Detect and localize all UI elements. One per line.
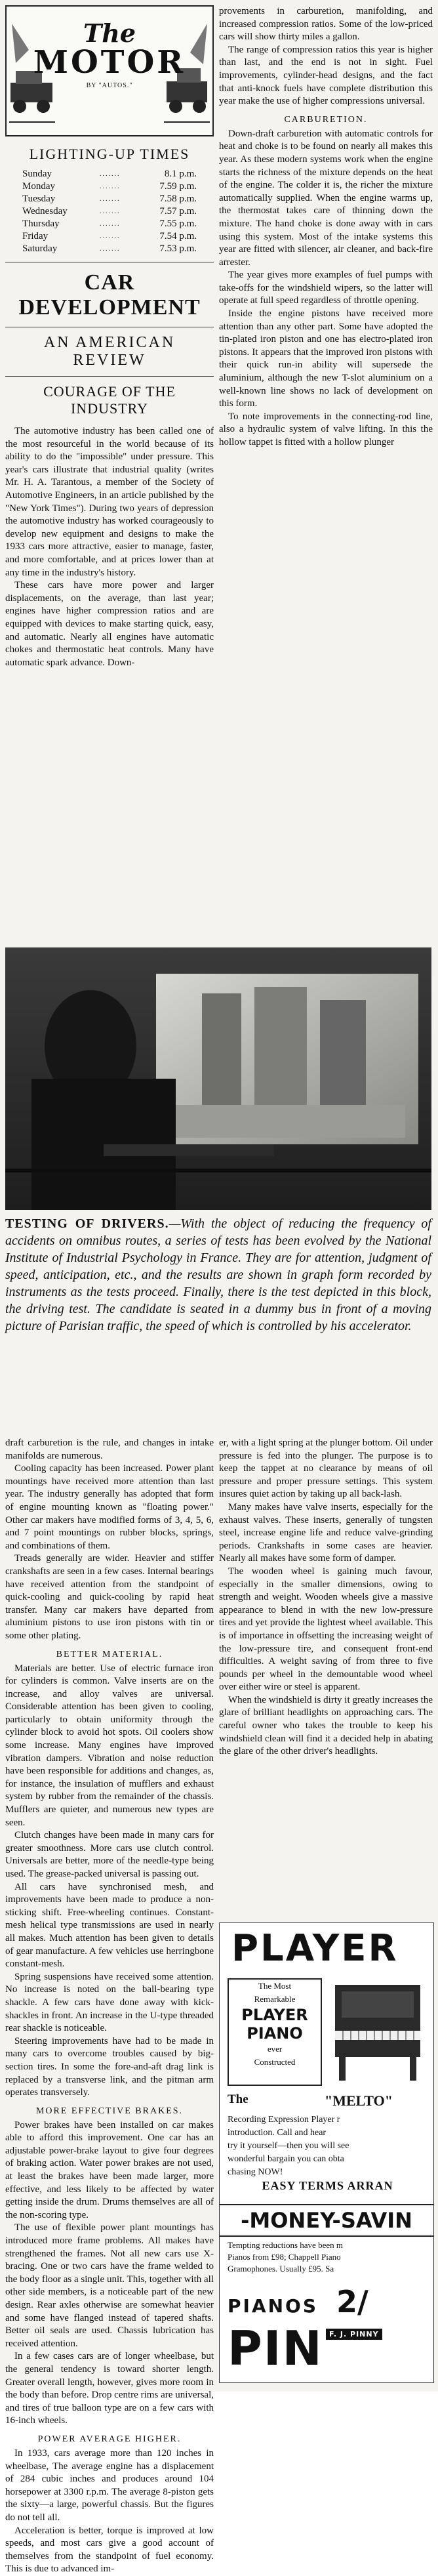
piano-illustration xyxy=(330,1978,425,2083)
advert-line: introduction. Call and hear xyxy=(228,2128,327,2138)
article-paragraph: These cars have more power and larger displacements, on the average, than last year; engines have higher compression ratios and are equipped with devices to make starting quick, easy, and automatic. Nearly all engines have automatic chokes and thermostatic heat controls. Many have automatic spark advance. Down- xyxy=(5,580,214,668)
article-paragraph: In a few cases cars are of longer wheelbase, but the general tendency is toward shorter length. Greater overall length, however, gives more room in the body than before. Drop centre rims are universal, and tires of true balloon type are on a few cars with 16-inch wheels. xyxy=(5,2351,214,2426)
article-paragraph: The automotive industry has been called one of the most resourceful in the world because of its ability to do the "impossible" under pressure. This year's cars illustrate that industrial quality (writes Mr. H. A. Tarantous, a member of the Society of Automotive Engineers, in an article published by the "New York Times"). During two years of depression the automotive industry has worked courageously to develop new equipment and designs to make the 1933 cars more attractive, easier to manage, faster, and more comfortable, and at prices lower than at any time in the industry's history. xyxy=(5,426,214,578)
article-paragraph: Inside the engine pistons have received more attention than any other part. Some have adopted the tin-plated iron piston and one has electro-plated iron pistons. It appears that the improved iron pistons with their quick run-in ability will supersede the aluminium, although the new T-slot aluminium on a well-known line shows no lack of development on this form. xyxy=(219,308,433,409)
masthead-title xyxy=(7,18,212,89)
lighting-time: 7.54 p.m. xyxy=(159,231,197,241)
article-headline: CAR DEVELOPMENT xyxy=(18,270,201,320)
article-subheadline: AN AMERICAN REVIEW xyxy=(43,334,176,369)
lighting-row: Sunday ....... 8.1 p.m. xyxy=(20,168,199,180)
article-paragraph: Steering improvements have had to be made in many cars to overcome troubles caused by big-section tires. In some the fore-and-aft drag link is replaced by a transverse link, and the pitman arm operates transversely. xyxy=(5,2035,214,2098)
article-paragraph: The use of flexible power plant mountings has introduced more frame problems. All makes have strengthened the frames. Not all new cars use X-bracing. One or two cars have the frame welded to the body floor as a single unit. This, together with all other side members, is a noticeable part of the new design. Rear axles otherwise are somewhat heavier and some have flanged instead of tapered shafts. Better oil seals are used. Chassis lubrication has received attention. xyxy=(5,2222,214,2349)
advert-pinny-tag: F. J. PINNY xyxy=(326,2329,382,2340)
article-paragraph: The range of compression ratios this year is higher than last, and the end is not in sight. Fuel improvements, cylinder-head designs, and the fact that anti-knock fuels have complete distribution this year make the use of higher compressions universal. xyxy=(219,44,433,107)
motor-masthead xyxy=(5,5,214,136)
advert-box-line: Remarkable xyxy=(254,1994,296,2004)
lighting-time: 7.57 p.m. xyxy=(159,206,197,217)
article-paragraph: Down-draft carburetion with automatic controls for heat and choke is to be found on nearly all makes this year. As these modern systems work when the engine starts the richness of the mixture depends on the heat of the engine. The colder it is, the richer the mixture automatically supplied. When the engine warms up, the thermostat takes care of thinning down the mixture. The hand choke is done away with in cars using this system. Most of the intake systems this year are fitted with silencer, air cleaner, and back-fire arrester. xyxy=(219,128,433,268)
article-paragraph: Treads generally are wider. Heavier and stiffer crankshafts are seen in a few cases. Internal bearings have received attention from the standpoint of quick-cooling and quick-cooling by rapid heat transfer. Many car makers have departed from aluminium pistons to use iron pistons with tin or some other plating. xyxy=(5,1553,214,1641)
lighting-row: Tuesday ....... 7.58 p.m. xyxy=(20,193,199,205)
advert-box-line: PIANO xyxy=(247,2024,303,2043)
lighting-row: Saturday ....... 7.53 p.m. xyxy=(20,243,199,255)
better-material-subhead: BETTER MATERIAL. xyxy=(56,1649,163,1659)
lighting-up-title: LIGHTING-UP TIMES xyxy=(29,146,190,162)
advert-brand: PLAYER xyxy=(231,1927,399,1970)
advert-box-line: Constructed xyxy=(254,2057,296,2067)
photo-caption xyxy=(5,1215,431,1432)
lighting-day: Wednesday xyxy=(22,206,68,217)
lighting-row: Friday ....... 7.54 p.m. xyxy=(20,230,199,243)
article-paragraph: In 1933, cars average more than 120 inches in wheelbase, The average engine has a displacement of 284 cubic inches and produces around 104 horsepower at 3300 r.p.m. The average 8-piston gets the sixty—a large, powerful chassis. But the figures do not tell all. xyxy=(5,2447,214,2523)
masthead-byline: BY "AUTOS." xyxy=(86,82,133,89)
lighting-day: Monday xyxy=(22,181,55,192)
advert-easy-terms: EASY TERMS ARRAN xyxy=(262,2179,393,2192)
article-paragraph: Cooling capacity has been increased. Power plant mountings have received more attention than last year. The industry generally has adopted that form of engine mounting known as "floating power." Other car makers have modified forms of 3, 4, 5, 6, and 7 point mountings on rubber blocks, springs, and combinations of them. xyxy=(5,1463,214,1551)
driving-test-photo xyxy=(5,947,431,1210)
lighting-time: 7.58 p.m. xyxy=(159,194,197,204)
article-paragraph: Acceleration is better, torque is improved at low speeds, and most cars give a good account of themselves from the standpoint of fuel economy. This is due to advanced im- xyxy=(5,2525,214,2575)
caption-lead: TESTING OF DRIVERS. xyxy=(5,1216,169,1231)
article-paragraph: Clutch changes have been made in many cars for greater smoothness. More cars use clutch control. Universals are better, more of the needle-type being used. The grease-packed universal is passing out. xyxy=(5,1830,214,1879)
advert-reduction-line: Gramophones. Usually £95. Sa xyxy=(228,2264,334,2274)
lighting-day: Saturday xyxy=(22,243,58,254)
advert-line: wonderful bargain you can obta xyxy=(228,2154,344,2164)
divider xyxy=(5,376,214,377)
advert-text xyxy=(228,2113,428,2179)
article-paragraph: draft carburetion is the rule, and changes in intake manifolds are numerous. xyxy=(5,1438,214,1461)
article-paragraph: Many makes have valve inserts, especially for the exhaust valves. These inserts, generally of tungsten steel, increase engine life and reduce valve-grinding periods. Crankshafts in some cases are heavier. Nearly all makes have some form of damper. xyxy=(219,1501,433,1564)
carburetion-subhead: CARBURETION. xyxy=(284,114,368,125)
lighting-row: Monday ....... 7.59 p.m. xyxy=(20,180,199,193)
article-paragraph: Power brakes have been installed on car makes able to afford this improvement. One car has an adjustable power-brake layout to give four degrees of braking action. Water power brakes are not used, at least the brakes have been made larger, more effective, and less likely to be affected by water getting inside the drum. Drums themselves are all of the non-scoring type. xyxy=(5,2119,214,2220)
advert-reduction-line: Tempting reductions have been m xyxy=(228,2240,343,2250)
masthead-the: The xyxy=(83,18,136,48)
lighting-up-table xyxy=(20,168,199,255)
article-paragraph: Spring suspensions have received some attention. No increase is noted on the ball-bearing type shackle. A few cars have done away with kick-shackles in front. An increase in the U-type threaded rear shackle is noticeable. xyxy=(5,1971,214,2034)
right-column-bottom xyxy=(219,1437,433,1916)
player-piano-advert xyxy=(219,1922,434,2383)
brakes-subhead: MORE EFFECTIVE BRAKES. xyxy=(35,2106,184,2116)
left-column-bottom xyxy=(5,1437,214,2575)
advert-money-saving: -MONEY-SAVIN xyxy=(220,2204,433,2237)
lighting-time: 8.1 p.m. xyxy=(164,169,197,179)
article-paragraph: The year gives more examples of fuel pumps with take-offs for the windshield wipers, so the latter will operate at full speed regardless of throttle opening. xyxy=(219,270,433,306)
lighting-day: Sunday xyxy=(22,169,52,179)
lighting-row: Thursday ....... 7.55 p.m. xyxy=(20,218,199,230)
advert-pinny-logo xyxy=(228,2321,428,2376)
advert-box-line: The Most xyxy=(258,1981,292,1991)
advert-box-line: ever xyxy=(267,2044,283,2054)
advert-pinny-text: PIN xyxy=(228,2321,323,2376)
power-subhead: POWER AVERAGE HIGHER. xyxy=(37,2434,182,2444)
lighting-day: Friday xyxy=(22,231,49,241)
advert-line: try it yourself—then you will see xyxy=(228,2141,349,2151)
article-kicker: COURAGE OF THE INDUSTRY xyxy=(43,383,176,417)
advert-pianos-word: PIANOS xyxy=(228,2295,319,2317)
caption-text: —With the object of reducing the frequency of accidents on omnibus routes, a series of tests has been evolved by the National Institute of Industrial Psychology in France. They are for attention, judgment of speed, anticipation, etc., and the results are shown in graph form recorded by instruments as the tests proceed. Finally, there is the test depicted in this block, the driving test. The candidate is seated in a dummy bus in front of a moving picture of Parisian traffic, the speed of which is controlled by his accelerator. xyxy=(5,1216,431,1333)
advert-box-line: PLAYER xyxy=(241,2006,308,2024)
right-column-top xyxy=(219,5,433,942)
lighting-day: Thursday xyxy=(22,218,60,229)
article-paragraph: When the windshield is dirty it greatly increases the glare of brilliant headlights on approaching cars. The careful owner who takes the trouble to keep his windshield clean will find it a decided help in abating the glare of the other driver's headlights. xyxy=(219,1694,433,1757)
advert-pianos-price xyxy=(228,2284,428,2319)
article-paragraph: er, with a light spring at the plunger bottom. Oil under pressure is fed into the plunger. The purpose is to keep the tappet at no clearance by means of oil pressure and proper pressure settings. This system insures quiet action by taking up all back-lash. xyxy=(219,1438,433,1500)
advert-reduction-line: Pianos from £98; Chappell Piano xyxy=(228,2252,341,2262)
article-paragraph: The wooden wheel is gaining much favour, especially in the smaller dimensions, owing to strength and weight. Wooden wheels give a massive appearance to blend in with the new low-pressure tires and yet provide the lightest wheel available. This is of importance in offsetting the increasing weight of the low-pressure tire, and consequent front-end difficulties. A weight saving of from three to five pounds per wheel in the demountable wood wheel over either wire or steel is apparent. xyxy=(219,1566,433,1693)
advert-remarkable-box xyxy=(228,1978,322,2086)
article-paragraph: provements in carburetion, manifolding, and increased compression ratios. Some of the low-priced cars will show thirty miles a gallon. xyxy=(219,6,433,43)
advert-melto: "MELTO" xyxy=(325,2092,393,2109)
lighting-day: Tuesday xyxy=(22,194,56,204)
lighting-row: Wednesday ....... 7.57 p.m. xyxy=(20,205,199,218)
masthead-motor: MOTOR xyxy=(33,44,186,81)
advert-reductions xyxy=(228,2239,428,2275)
advert-record-prefix: The xyxy=(228,2092,249,2106)
article-paragraph: Materials are better. Use of electric furnace iron for cylinders is common. Valve inserts are on the increase, and alloy valves are universal. Considerable attention has been given to cooling, particularly to obtain uniformity through the cylinder block to avoid hot spots. Oil coolers show some increase. Many engines have improved vibration dampers. Vibration and noise reduction have been responsible for additions and changes, as, for instance, the insulation of mufflers and exhaust system by rubber from the remainder of the chassis. Mufflers are quieter, and numerous new types are seen. xyxy=(5,1663,214,1828)
article-paragraph: To note improvements in the connecting-rod line, also a hydraulic system of valve lifting. In this the hollow tappet is fitted with a hollow plunger xyxy=(219,411,433,447)
lighting-time: 7.55 p.m. xyxy=(159,218,197,229)
lighting-time: 7.59 p.m. xyxy=(159,181,197,192)
article-paragraph: All cars have synchronised mesh, and improvements have been made to produce a non-sticking shift. Free-wheeling continues. Constant-mesh helical type transmissions are used in nearly all makes. Much attention has been given to details of gear manufacture. A few vehicles use herringbone constant-mesh. xyxy=(5,1881,214,1970)
lighting-time: 7.53 p.m. xyxy=(159,243,197,254)
left-column-top xyxy=(5,5,214,942)
advert-price: 2/ xyxy=(336,2284,368,2319)
advert-line: Recording Expression Player r xyxy=(228,2115,340,2125)
advert-line: chasing NOW! xyxy=(228,2167,283,2177)
